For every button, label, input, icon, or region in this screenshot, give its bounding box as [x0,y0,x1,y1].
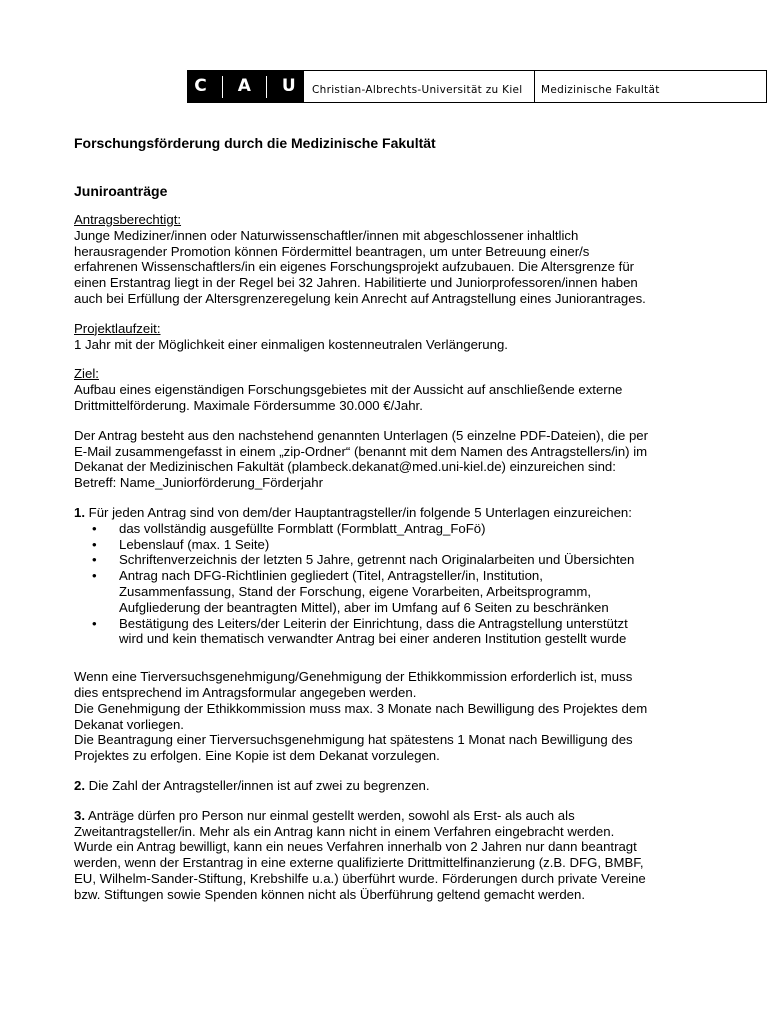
ethics-paragraph [74,669,714,764]
list-item [74,568,714,615]
logo-letter-u: U [281,75,297,96]
text-line: Junge Mediziner/innen oder Naturwissenschaftler/innen mit abgeschlossener inhaltlich [74,227,579,243]
text-line: bzw. Stiftungen sowie Spenden können nicht als Überführung geltend gemacht werden. [74,886,585,902]
logo-separator [222,76,223,98]
text-line: Betreff: Name_Juniorförderung_Förderjahr [74,475,323,491]
text-line: einen Erstantrag liegt in der Regel bei 32 Jahren. Habilitierte und Juniorprofessoren/innen haben [74,275,638,291]
section-title: Juniroanträge [74,183,168,199]
text-line: Dekanat vorliegen. [74,716,184,732]
point-1-text: Für jeden Antrag sind von dem/der Hauptantragsteller/in folgende 5 Unterlagen einzureichen: [88,504,632,520]
list-item-text: das vollständig ausgefüllte Formblatt (Formblatt_Antrag_FoFö) [119,520,486,536]
point-3-text: Anträge dürfen pro Person nur einmal gestellt werden, sowohl als Erst- als auch als [87,807,575,823]
text-line: Der Antrag besteht aus den nachstehend genannten Unterlagen (5 einzelne PDF-Dateien), die per [74,427,649,443]
document-title: Forschungsförderung durch die Medizinische Fakultät [74,135,436,151]
list-item-text: Schriftenverzeichnis der letzten 5 Jahre, getrennt nach Originalarbeiten und Übersichten [119,552,635,568]
point-1 [74,505,714,647]
university-logo-header [187,70,767,103]
list-item-text: Lebenslauf (max. 1 Seite) [119,536,270,552]
text-line: E-Mail zusammengefasst in einem „zip-Ordner“ (benannt mit dem Namen des Antragstellers/in) im [74,443,648,459]
list-item-text: Zusammenfassung, Stand der Forschung, eigene Vorarbeiten, Arbeitsprogramm, [119,583,592,599]
point-number: 1. [74,504,85,520]
list-item-text: • Antrag nach DFG-Richtlinien gegliedert (Titel, Antragsteller/in, Institution, [119,568,543,584]
duration-heading: Projektlaufzeit: [74,320,161,336]
point-number: 3. [74,807,85,823]
cau-logo [187,70,304,103]
list-item-text: • Bestätigung des Leiters/der Leiterin der Einrichtung, dass die Antragstellung unterstützt [119,615,628,631]
submission-paragraph [74,428,714,491]
text-line: Dekanat der Medizinischen Fakultät (plambeck.dekanat@med.uni-kiel.de) einzureichen sind: [74,459,616,475]
text-line: dies entsprechend im Antragsformular angegeben werden. [74,684,417,700]
list-item-text: wird und kein thematisch verwandter Antrag bei einer anderen Institution gestellt wurde [119,631,627,647]
text-line: Die Beantragung einer Tierversuchsgenehmigung hat spätestens 1 Monat nach Bewilligung des [74,732,633,748]
list-item [74,616,714,648]
logo-letter-a: A [237,75,252,96]
text-line: werden, wenn der Erstantrag in eine externe qualifizierte Drittmittelfinanzierung (z.B. DFG, BMBF, [74,855,644,871]
text-line: erfahrenen Wissenschaftlers/in ein eigenes Forschungsprojekt aufzubauen. Die Altersgrenze für [74,259,635,275]
faculty-name: Medizinische Fakultät [534,70,767,103]
text-line: Wenn eine Tierversuchsgenehmigung/Genehmigung der Ethikkommission erforderlich ist, muss [74,669,633,685]
text-line: Zweitantragsteller/in. Mehr als ein Antrag kann nicht in einem Verfahren eingebracht werden. [74,823,615,839]
list-item [74,521,714,537]
text-line: Wurde ein Antrag bewilligt, kann ein neues Verfahren innerhalb von 2 Jahren nur dann beantragt [74,839,637,855]
document-body [74,135,714,902]
text-line: auch bei Erfüllung der Altersgrenzeregelung kein Anrecht auf Antragstellung eines Juniorantrages. [74,290,646,306]
point-2-text: Die Zahl der Antragsteller/innen ist auf zwei zu begrenzen. [88,777,430,793]
text-line: EU, Wilhelm-Sander-Stiftung, Krebshilfe u.a.) überführt wurde. Förderungen durch private Vereine [74,870,646,886]
text-line: 1 Jahr mit der Möglichkeit einer einmaligen kostenneutralen Verlängerung. [74,336,508,352]
text-line: Projektes zu erfolgen. Eine Kopie ist dem Dekanat vorzulegen. [74,748,440,764]
text-line: Die Genehmigung der Ethikkommission muss max. 3 Monate nach Bewilligung des Projektes dem [74,700,648,716]
text-line: Aufbau eines eigenständigen Forschungsgebietes mit der Aussicht auf anschließende externe [74,382,623,398]
logo-separator [266,76,267,98]
university-name: Christian-Albrechts-Universität zu Kiel [304,70,534,103]
list-item-text: Aufgliederung der beantragten Mittel), aber im Umfang auf 6 Seiten zu beschränken [119,599,609,615]
point-number: 2. [74,777,85,793]
eligibility-heading: Antragsberechtigt: [74,212,182,227]
logo-letter-c: C [194,75,208,96]
list-item [74,552,714,568]
goal-heading: Ziel: [74,366,99,382]
list-item [74,537,714,553]
eligibility-text [74,228,714,307]
point-1-intro [74,505,714,521]
point-3 [74,808,714,903]
point-2 [74,778,714,794]
required-documents-list [74,521,714,647]
text-line: herausragender Promotion können Fördermittel beantragen, um unter Betreuung einer/s [74,243,590,259]
text-line: Drittmittelförderung. Maximale Fördersumme 30.000 €/Jahr. [74,397,423,413]
